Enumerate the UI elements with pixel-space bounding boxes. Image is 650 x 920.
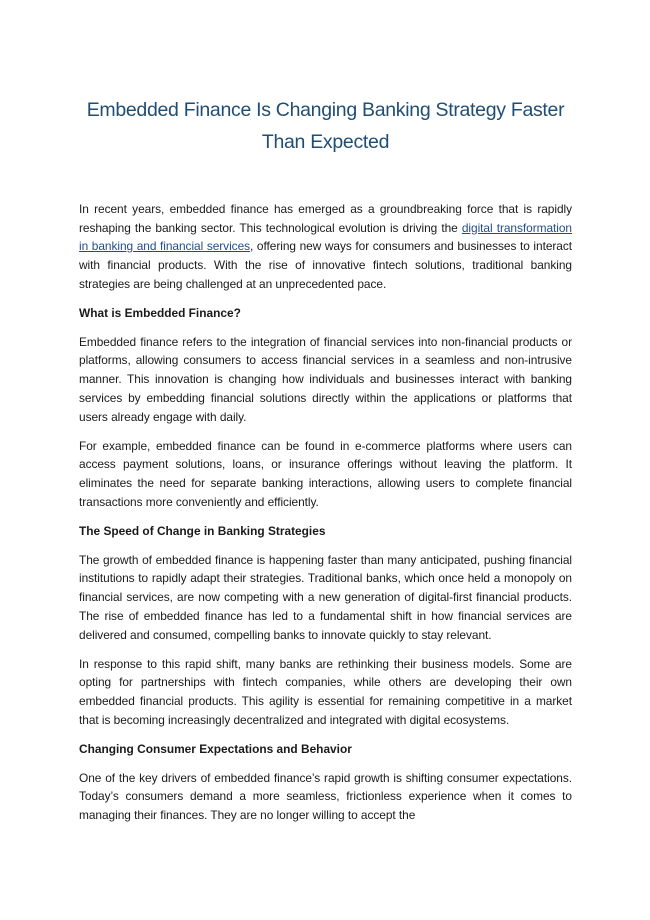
section-1-paragraph-1: Embedded finance refers to the integration of financial services into non-financial products or platforms, allowing consumers to access financial services in a seamless and non-intrusive manner. This innovation is changing how individuals and businesses interact with banking services by embedding financial solutions directly within the applications or platforms that users already engage with daily.: [79, 334, 572, 424]
section-heading-consumer-expectations: Changing Consumer Expectations and Behavior: [79, 742, 352, 757]
section-heading-speed-of-change: The Speed of Change in Banking Strategies: [79, 524, 326, 539]
section-2-paragraph-1: The growth of embedded finance is happening faster than many anticipated, pushing financial institutions to rapidly adapt their strategies. Traditional banks, which once held a monopoly on financial services, are now competing with a new generation of digital-first financial products. The rise of embedded finance has led to a fundamental shift in how financial services are delivered and consumed, compelling banks to innovate quickly to stay relevant.: [79, 552, 572, 642]
intro-text-before-link: In recent years, embedded finance has emerged as a groundbreaking force that is rapidly reshaping the banking sector. This technological evolution is driving the: [79, 202, 572, 235]
section-1-paragraph-2: For example, embedded finance can be found in e-commerce platforms where users can access payment solutions, loans, or insurance offerings without leaving the platform. It eliminates the need for separate banking interactions, allowing users to complete financial transactions more conveniently and efficiently.: [79, 438, 572, 509]
digital-transformation-link[interactable]: digital transformation in banking and financial services: [79, 220, 572, 254]
title-line-2: Than Expected: [261, 131, 390, 153]
section-2-paragraph-2: In response to this rapid shift, many banks are rethinking their business models. Some are opting for partnerships with fintech companies, while others are developing their own embedded financial products. This agility is essential for remaining competitive in a market that is becoming increasingly decentralized and integrated with digital ecosystems.: [79, 656, 572, 727]
intro-text-after-link: , offering new ways for consumers and businesses to interact with financial products. With the rise of innovative fintech solutions, traditional banking strategies are being challenged at an unprecedented pace.: [79, 239, 573, 291]
intro-paragraph: [79, 200, 572, 294]
section-3-paragraph-1: One of the key drivers of embedded finance’s rapid growth is shifting consumer expectations. Today’s consumers demand a more seamless, frictionless experience when it comes to managing their finances. They are no longer willing to accept the: [79, 770, 572, 823]
title-line-1: Embedded Finance Is Changing Banking Strategy Faster: [86, 99, 565, 121]
document-title: [79, 94, 572, 158]
document-page: [79, 94, 572, 835]
section-heading-what-is-embedded-finance: What is Embedded Finance?: [79, 306, 241, 321]
